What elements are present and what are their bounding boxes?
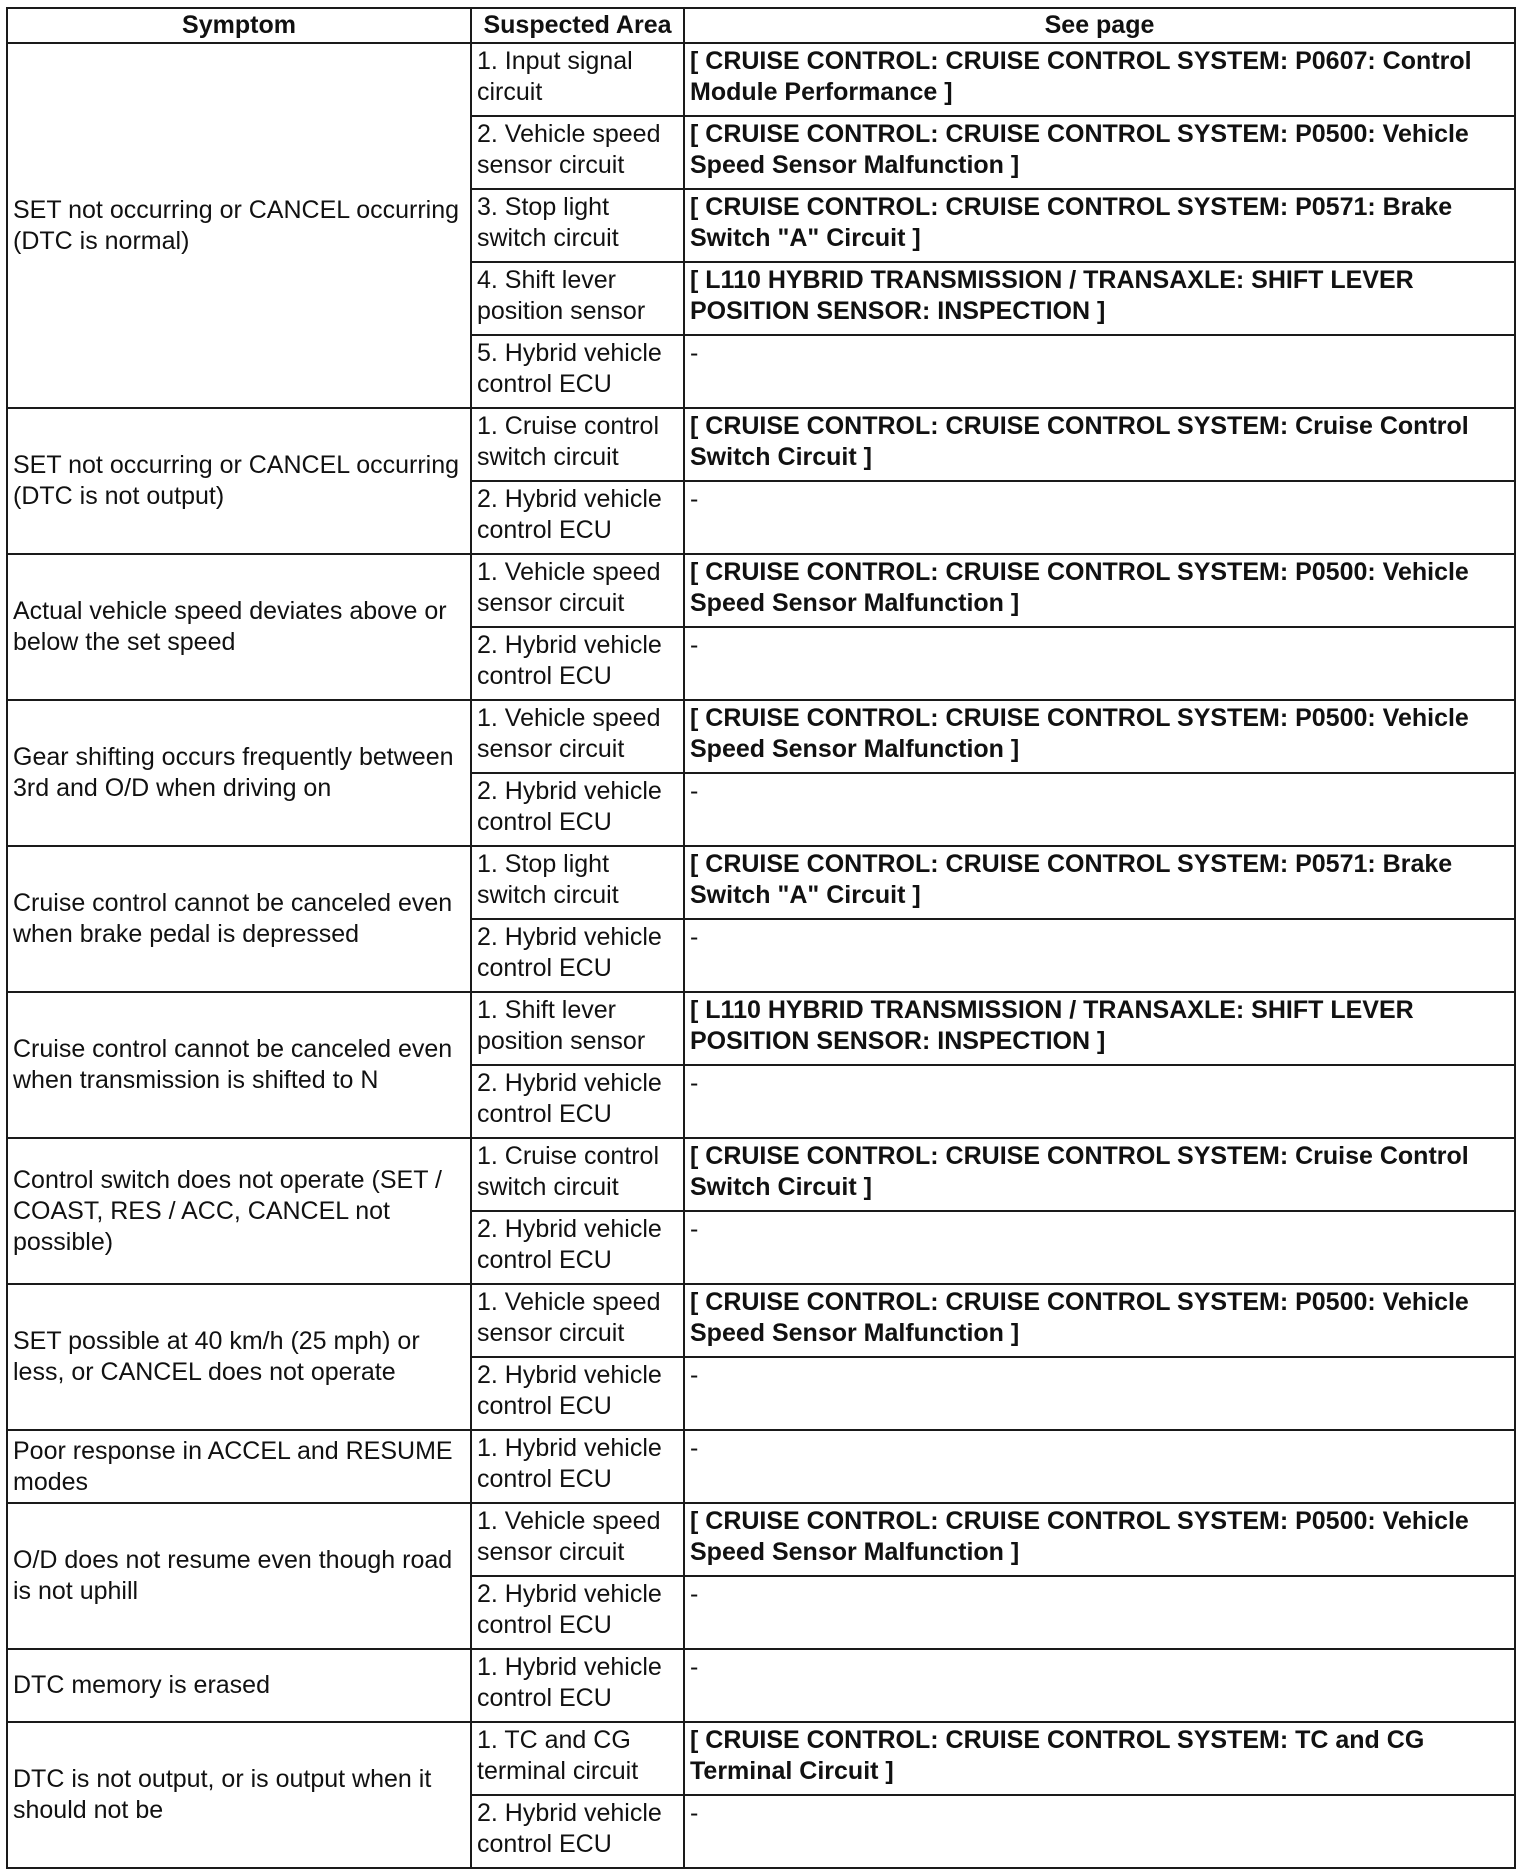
- suspected-area-cell: 2. Hybrid vehicle control ECU: [471, 1576, 684, 1649]
- suspected-area-cell: 2. Hybrid vehicle control ECU: [471, 919, 684, 992]
- see-page-cell: [ CRUISE CONTROL: CRUISE CONTROL SYSTEM: P0500: Vehicle Speed Sensor Malfunction ]: [684, 554, 1515, 627]
- suspected-area-cell: 4. Shift lever position sensor: [471, 262, 684, 335]
- problem-symptoms-table: [6, 7, 1516, 1869]
- see-page-cell: [ CRUISE CONTROL: CRUISE CONTROL SYSTEM: P0500: Vehicle Speed Sensor Malfunction ]: [684, 1503, 1515, 1576]
- suspected-area-cell: 2. Hybrid vehicle control ECU: [471, 627, 684, 700]
- see-page-cell: [ L110 HYBRID TRANSMISSION / TRANSAXLE: SHIFT LEVER POSITION SENSOR: INSPECTION ]: [684, 262, 1515, 335]
- suspected-area-cell: 2. Vehicle speed sensor circuit: [471, 116, 684, 189]
- suspected-area-cell: 1. Hybrid vehicle control ECU: [471, 1430, 684, 1503]
- table-row: [7, 43, 1515, 116]
- see-page-cell: -: [684, 1065, 1515, 1138]
- suspected-area-cell: 1. Shift lever position sensor: [471, 992, 684, 1065]
- suspected-area-cell: 2. Hybrid vehicle control ECU: [471, 1795, 684, 1868]
- symptom-cell: SET not occurring or CANCEL occurring (DTC is normal): [7, 43, 471, 408]
- see-page-cell: -: [684, 919, 1515, 992]
- symptom-cell: SET possible at 40 km/h (25 mph) or less, or CANCEL does not operate: [7, 1284, 471, 1430]
- see-page-cell: -: [684, 1795, 1515, 1868]
- see-page-cell: -: [684, 1649, 1515, 1722]
- suspected-area-cell: 2. Hybrid vehicle control ECU: [471, 1211, 684, 1284]
- table-row: [7, 1138, 1515, 1211]
- see-page-cell: [ CRUISE CONTROL: CRUISE CONTROL SYSTEM: P0571: Brake Switch "A" Circuit ]: [684, 846, 1515, 919]
- see-page-cell: [ CRUISE CONTROL: CRUISE CONTROL SYSTEM: P0500: Vehicle Speed Sensor Malfunction ]: [684, 1284, 1515, 1357]
- suspected-area-cell: 2. Hybrid vehicle control ECU: [471, 773, 684, 846]
- see-page-cell: [ CRUISE CONTROL: CRUISE CONTROL SYSTEM: P0571: Brake Switch "A" Circuit ]: [684, 189, 1515, 262]
- table-row: [7, 992, 1515, 1065]
- see-page-cell: -: [684, 1430, 1515, 1503]
- table-row: [7, 1430, 1515, 1503]
- suspected-area-cell: 1. Vehicle speed sensor circuit: [471, 1284, 684, 1357]
- symptom-cell: Actual vehicle speed deviates above or below the set speed: [7, 554, 471, 700]
- symptom-cell: SET not occurring or CANCEL occurring (DTC is not output): [7, 408, 471, 554]
- see-page-cell: -: [684, 481, 1515, 554]
- see-page-cell: -: [684, 335, 1515, 408]
- symptom-cell: Gear shifting occurs frequently between 3rd and O/D when driving on: [7, 700, 471, 846]
- see-page-cell: [ CRUISE CONTROL: CRUISE CONTROL SYSTEM: Cruise Control Switch Circuit ]: [684, 1138, 1515, 1211]
- suspected-area-cell: 1. Cruise control switch circuit: [471, 408, 684, 481]
- header-symptom: Symptom: [7, 8, 471, 43]
- symptom-cell: Control switch does not operate (SET / COAST, RES / ACC, CANCEL not possible): [7, 1138, 471, 1284]
- suspected-area-cell: 1. Vehicle speed sensor circuit: [471, 700, 684, 773]
- symptom-cell: Cruise control cannot be canceled even when transmission is shifted to N: [7, 992, 471, 1138]
- suspected-area-cell: 1. TC and CG terminal circuit: [471, 1722, 684, 1795]
- symptom-cell: DTC memory is erased: [7, 1649, 471, 1722]
- suspected-area-cell: 2. Hybrid vehicle control ECU: [471, 481, 684, 554]
- table-row: [7, 1503, 1515, 1576]
- see-page-cell: [ L110 HYBRID TRANSMISSION / TRANSAXLE: SHIFT LEVER POSITION SENSOR: INSPECTION ]: [684, 992, 1515, 1065]
- see-page-cell: [ CRUISE CONTROL: CRUISE CONTROL SYSTEM: Cruise Control Switch Circuit ]: [684, 408, 1515, 481]
- suspected-area-cell: 3. Stop light switch circuit: [471, 189, 684, 262]
- table-row: [7, 700, 1515, 773]
- header-suspected-area: Suspected Area: [471, 8, 684, 43]
- header-row: [7, 8, 1515, 43]
- symptom-cell: O/D does not resume even though road is not uphill: [7, 1503, 471, 1649]
- see-page-cell: -: [684, 1357, 1515, 1430]
- suspected-area-cell: 1. Vehicle speed sensor circuit: [471, 1503, 684, 1576]
- see-page-cell: -: [684, 773, 1515, 846]
- table-row: [7, 1284, 1515, 1357]
- see-page-cell: [ CRUISE CONTROL: CRUISE CONTROL SYSTEM: P0607: Control Module Performance ]: [684, 43, 1515, 116]
- symptom-cell: Cruise control cannot be canceled even when brake pedal is depressed: [7, 846, 471, 992]
- suspected-area-cell: 1. Cruise control switch circuit: [471, 1138, 684, 1211]
- table-row: [7, 554, 1515, 627]
- suspected-area-cell: 1. Stop light switch circuit: [471, 846, 684, 919]
- suspected-area-cell: 1. Hybrid vehicle control ECU: [471, 1649, 684, 1722]
- see-page-cell: -: [684, 1211, 1515, 1284]
- table-row: [7, 846, 1515, 919]
- suspected-area-cell: 1. Vehicle speed sensor circuit: [471, 554, 684, 627]
- see-page-cell: -: [684, 1576, 1515, 1649]
- see-page-cell: [ CRUISE CONTROL: CRUISE CONTROL SYSTEM: P0500: Vehicle Speed Sensor Malfunction ]: [684, 116, 1515, 189]
- header-see-page: See page: [684, 8, 1515, 43]
- see-page-cell: [ CRUISE CONTROL: CRUISE CONTROL SYSTEM: TC and CG Terminal Circuit ]: [684, 1722, 1515, 1795]
- suspected-area-cell: 5. Hybrid vehicle control ECU: [471, 335, 684, 408]
- table-body: [7, 43, 1515, 1868]
- see-page-cell: [ CRUISE CONTROL: CRUISE CONTROL SYSTEM: P0500: Vehicle Speed Sensor Malfunction ]: [684, 700, 1515, 773]
- symptom-cell: Poor response in ACCEL and RESUME modes: [7, 1430, 471, 1503]
- suspected-area-cell: 2. Hybrid vehicle control ECU: [471, 1357, 684, 1430]
- table-row: [7, 408, 1515, 481]
- suspected-area-cell: 2. Hybrid vehicle control ECU: [471, 1065, 684, 1138]
- table-row: [7, 1722, 1515, 1795]
- symptom-cell: DTC is not output, or is output when it should not be: [7, 1722, 471, 1868]
- see-page-cell: -: [684, 627, 1515, 700]
- suspected-area-cell: 1. Input signal circuit: [471, 43, 684, 116]
- table-row: [7, 1649, 1515, 1722]
